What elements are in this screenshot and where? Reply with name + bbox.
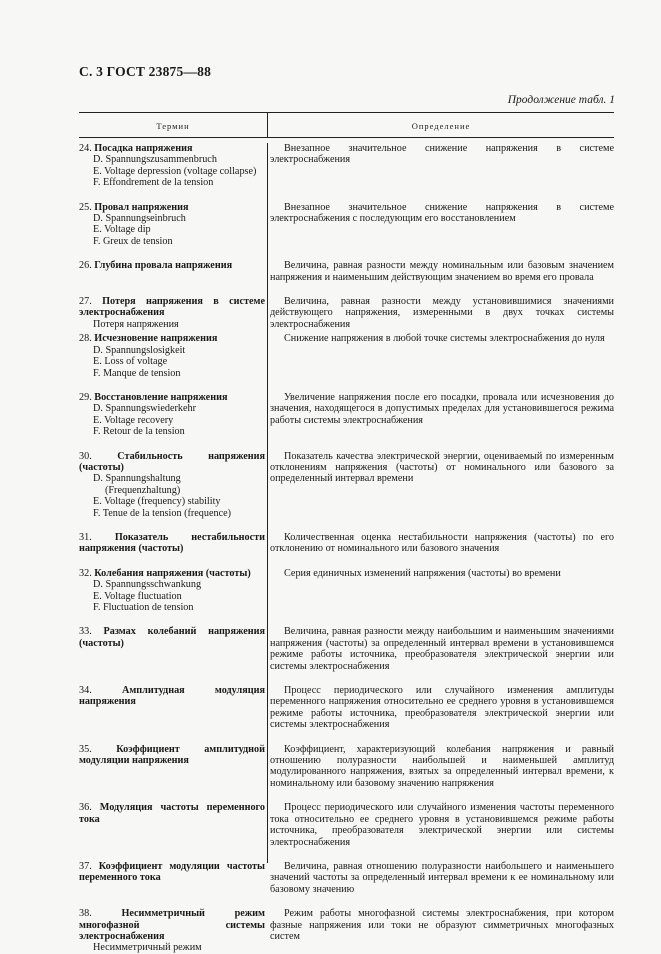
table-row	[79, 802, 614, 848]
term-heading	[79, 568, 265, 579]
term-cell	[79, 908, 267, 954]
term-heading	[79, 532, 265, 555]
term-synonym: D. Spannungszusammenbruch	[93, 154, 217, 166]
column-header-term: Термин	[79, 113, 268, 137]
term-synonym: D. Spannungseinbruch	[93, 213, 186, 225]
term-cell	[79, 260, 267, 283]
term-number: 30.	[79, 450, 92, 462]
term-name: Несимметричный режим многофазной системы электроснабжения	[79, 908, 265, 942]
term-synonym: D. Spannungsschwankung	[93, 579, 202, 591]
term-heading	[79, 685, 265, 708]
term-cell	[79, 685, 267, 731]
term-synonym: Потеря напряжения	[93, 318, 179, 330]
term-number: 36.	[79, 802, 92, 814]
page-title: С. 3 ГОСТ 23875—88	[79, 64, 212, 79]
term-heading	[79, 861, 265, 884]
term-synonym: D. Spannungswiederkehr	[93, 403, 196, 415]
table-header	[79, 113, 614, 138]
term-name: Размах колебаний напряжения (частоты)	[79, 626, 266, 649]
term-heading	[79, 802, 265, 825]
term-number: 37.	[79, 860, 92, 872]
term-name: Колебания напряжения (частоты)	[94, 567, 251, 579]
term-cell	[79, 532, 267, 555]
term-synonym: F. Retour de la tension	[93, 426, 185, 438]
definition-text: Снижение напряжения в любой точке системы электроснабжения до нуля	[284, 333, 605, 345]
term-cell	[79, 392, 267, 438]
table-row	[79, 568, 614, 614]
term-number: 33.	[79, 626, 92, 638]
definition-text: Коэффициент, характеризующий колебания напряжения и равный отношению полуразности наибольшей и наименьшей амплитуд модулированного напряжения, взятых за определенный интервал времени, к номинальному или базовому значению напряжения	[270, 743, 614, 789]
definition-text: Внезапное значительное снижение напряжения в системе электроснабжения с последующим его восстановлением	[270, 201, 614, 225]
term-synonym: E. Voltage recovery	[93, 414, 174, 426]
term-name: Коэффициент амплитудной модуляции напряжения	[79, 743, 266, 767]
term-heading	[79, 333, 265, 344]
term-heading	[79, 260, 265, 271]
table-row	[79, 532, 614, 555]
table-row	[79, 260, 614, 283]
term-number: 35.	[79, 743, 92, 755]
table-row	[79, 202, 614, 248]
term-number: 32.	[79, 567, 92, 579]
definition-cell	[267, 333, 614, 379]
definition-cell	[267, 392, 614, 438]
term-synonym: F. Effondrement de la tension	[93, 177, 214, 189]
term-synonym: E. Voltage (frequency) stability	[93, 496, 221, 508]
definition-cell	[267, 296, 614, 330]
definition-cell	[267, 202, 614, 248]
definition-cell	[267, 861, 614, 895]
definition-text: Внезапное значительное снижение напряжения в системе электроснабжения	[270, 143, 614, 166]
table-row	[79, 451, 614, 519]
term-number: 29.	[79, 391, 92, 403]
term-synonym: E. Voltage fluctuation	[93, 590, 182, 602]
term-cell	[79, 744, 267, 790]
definition-text: Показатель качества электрической энергии, оцениваемый по измеренным отклонениям напряжения (частоты) от номинального или базового за определенный интервал времени	[270, 450, 614, 485]
definition-text: Процесс периодического или случайного изменения амплитуды переменного напряжения относительно ее среднего уровня в установившемся режиме работы источника, преобразователя электрической энергии или системы электроснабжения	[270, 685, 614, 731]
term-synonym: Несимметричный режим	[93, 942, 202, 954]
term-name: Коэффициент модуляции частоты переменного тока	[79, 860, 265, 884]
term-synonym: F. Fluctuation de tension	[93, 602, 194, 613]
term-cell	[79, 333, 267, 379]
term-name: Модуляция частоты переменного тока	[79, 802, 265, 825]
definition-text: Величина, равная разности между наибольшим и наименьшим значениями напряжения (частоты) за определенный интервал времени в установившемся режиме работы источника, преобразователя электрической энергии или системы электроснабжения	[270, 626, 614, 672]
term-heading	[79, 908, 265, 942]
term-cell	[79, 568, 267, 614]
term-cell	[79, 861, 267, 895]
definition-text: Серия единичных изменений напряжения (частоты) во времени	[284, 567, 561, 579]
term-name: Посадка напряжения	[94, 143, 193, 154]
table-body	[79, 143, 614, 954]
term-name: Стабильность напряжения (частоты)	[79, 450, 265, 473]
term-heading	[79, 451, 265, 474]
term-heading	[79, 296, 265, 319]
definition-cell	[267, 626, 614, 672]
term-synonym: F. Tenue de la tension (frequence)	[93, 507, 232, 519]
term-synonym: (Frequenzhaltung)	[105, 484, 181, 496]
terms-table	[79, 112, 614, 954]
term-name: Амплитудная модуляция напряжения	[79, 685, 266, 708]
term-heading	[79, 143, 265, 154]
table-row	[79, 333, 614, 379]
term-heading	[79, 744, 265, 767]
definition-text: Количественная оценка нестабильности напряжения (частоты) по его отклонению от номинального или базового значения	[270, 531, 614, 555]
table-row	[79, 744, 614, 790]
term-synonym: E. Loss of voltage	[93, 356, 168, 368]
term-name: Потеря напряжения в системе электроснабжения	[79, 296, 265, 319]
term-name: Глубина провала напряжения	[94, 260, 233, 272]
term-name: Исчезновение напряжения	[94, 333, 218, 345]
term-synonym: F. Manque de tension	[93, 367, 181, 379]
definition-cell	[267, 802, 614, 848]
definition-text: Процесс периодического или случайного изменения частоты переменного тока относительно ее среднего уровня в установившемся режиме работы источника, преобразователя электрической энергии или системы электроснабжения	[270, 802, 614, 848]
term-number: 34.	[79, 685, 92, 697]
term-number: 31.	[79, 531, 92, 543]
term-cell	[79, 296, 267, 330]
definition-cell	[267, 568, 614, 614]
definition-cell	[267, 908, 614, 954]
term-cell	[79, 143, 267, 189]
term-number: 28.	[79, 333, 92, 345]
definition-cell	[267, 532, 614, 555]
table-continuation-label: Продолжение табл. 1	[507, 94, 615, 106]
term-name: Провал напряжения	[94, 201, 189, 213]
table-row	[79, 861, 614, 895]
definition-text: Величина, равная разности между установившимися значениями действующего напряжения, измеренными в двух точках системы электроснабжения	[270, 296, 614, 330]
term-number: 27.	[79, 296, 92, 308]
term-synonym: F. Greux de tension	[93, 235, 173, 247]
table-row	[79, 392, 614, 438]
definition-text: Величина, равная отношению полуразности наибольшего и наименьшего значений частоты за определенный интервал времени к ее номинальному или базовому значению	[270, 860, 614, 895]
term-name: Восстановление напряжения	[94, 391, 228, 403]
term-cell	[79, 202, 267, 248]
term-name: Показатель нестабильности напряжения (частоты)	[79, 531, 265, 555]
term-number: 24.	[79, 143, 92, 154]
term-synonym: D. Spannungshaltung	[93, 473, 181, 485]
term-heading	[79, 626, 265, 649]
definition-text: Увеличение напряжения после его посадки, провала или исчезновения до значения, находящегося в допустимых пределах для установившегося режима работы системы электроснабжения	[270, 391, 614, 426]
definition-text: Величина, равная разности между номинальным или базовым значением напряжения и наименьшим действующим значением во время его провала	[270, 260, 614, 283]
table-row	[79, 908, 614, 954]
column-header-definition: Определение	[411, 121, 471, 131]
term-heading	[79, 202, 265, 213]
definition-cell	[267, 143, 614, 189]
term-number: 26.	[79, 260, 92, 272]
term-cell	[79, 802, 267, 848]
definition-cell	[267, 685, 614, 731]
table-row	[79, 626, 614, 672]
definition-cell	[267, 260, 614, 283]
table-row	[79, 143, 614, 189]
term-synonym: E. Voltage depression (voltage collapse)	[93, 165, 257, 177]
definition-cell	[267, 744, 614, 790]
term-number: 38.	[79, 908, 92, 920]
table-row	[79, 296, 614, 330]
table-row	[79, 685, 614, 731]
term-cell	[79, 451, 267, 519]
definition-text: Режим работы многофазной системы электроснабжения, при котором фазные напряжения или токи не образуют симметричных многофазных систем	[270, 908, 614, 942]
term-number: 25.	[79, 201, 92, 213]
term-cell	[79, 626, 267, 672]
term-heading	[79, 392, 265, 403]
term-synonym: E. Voltage dip	[93, 224, 151, 236]
definition-cell	[267, 451, 614, 519]
term-synonym: D. Spannungslosigkeit	[93, 344, 186, 356]
